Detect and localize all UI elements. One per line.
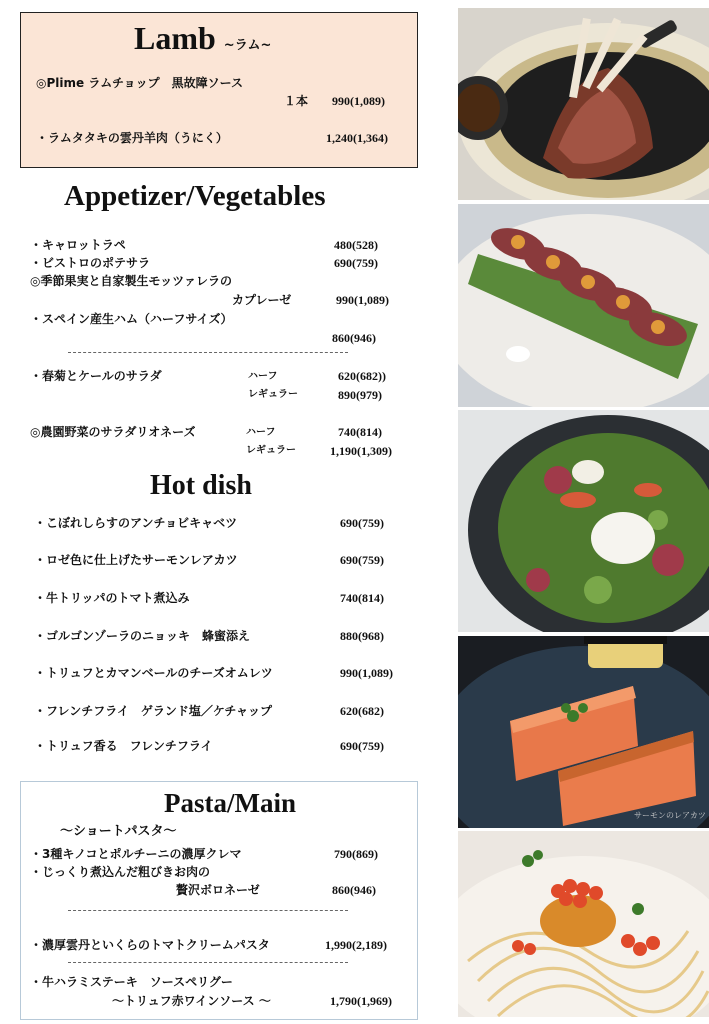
menu-item-price: 860(946) (332, 331, 376, 345)
menu-item-price: 1,240(1,364) (326, 131, 388, 145)
menu-item-price: 620(682) (340, 704, 384, 718)
divider (68, 962, 348, 963)
menu-item-price: 620(682)) (338, 369, 386, 383)
lamb-chop-photo (458, 8, 709, 200)
lamb-title: Lamb (134, 20, 216, 56)
menu-item-price: 880(968) (340, 629, 384, 643)
menu-item-farm-salad: ◎農園野菜のサラダリオネーズ (30, 425, 196, 439)
size-label: レギュラー (246, 445, 296, 456)
menu-item-hot: ・牛トリッパのトマト煮込み (34, 591, 190, 605)
menu-item-ham: ・スペイン産生ハム（ハーフサイズ） (30, 312, 233, 326)
menu-item-price: 1,790(1,969) (330, 994, 392, 1008)
menu-item-pasta: ・濃厚雲丹といくらのトマトクリームパスタ (30, 938, 270, 952)
size-label: レギュラー (248, 389, 298, 400)
menu-item-price: 990(1,089) (340, 666, 393, 680)
menu-item-carrot: ・キャロットラペ (30, 238, 126, 252)
menu-item-price: 990(1,089) (336, 293, 389, 307)
menu-item-lamb-chop: ◎Plime ラムチョップ 黒故障ソース (36, 76, 243, 90)
menu-item-price: 1,190(1,309) (330, 444, 392, 458)
menu-item-pasta: ・3種キノコとポルチーニの濃厚クレマ (30, 847, 242, 861)
menu-item-price: 860(946) (332, 883, 376, 897)
menu-item-hot: ・トリュフ香る フレンチフライ (34, 739, 213, 753)
menu-item-pasta-line2: 贅沢ボロネーゼ (176, 883, 260, 897)
menu-item-caprese: ◎季節果実と自家製生モッツァレラの (30, 274, 232, 288)
menu-item-price: 990(1,089) (332, 94, 385, 108)
size-label: ハーフ (248, 371, 278, 382)
farm-salad-photo (458, 410, 709, 632)
menu-item-hot: ・ロゼ色に仕上げたサーモンレアカツ (34, 553, 238, 567)
menu-item-unit: １本 (284, 94, 309, 108)
uni-ikura-pasta-photo (458, 831, 709, 1017)
menu-item-pasta: ・じっくり煮込んだ粗びきお肉の (30, 865, 211, 879)
hot-dish-title: Hot dish (150, 470, 252, 501)
menu-item-price: 740(814) (338, 425, 382, 439)
menu-item-hot: ・フレンチフライ ゲランド塩／ケチャップ (34, 704, 273, 718)
menu-item-hot: ・ゴルゴンゾーラのニョッキ 蜂蜜添え (34, 629, 251, 643)
menu-item-caprese-line2: カプレーゼ (232, 293, 292, 307)
salmon-katsu-photo (458, 636, 709, 828)
menu-item-kale-salad: ・春菊とケールのサラダ (30, 369, 162, 383)
menu-item-steak-line2: ～トリュフ赤ワインソース ～ (112, 994, 271, 1008)
menu-item-price: 690(759) (334, 256, 378, 270)
lamb-heading (134, 18, 271, 66)
menu-item-price: 690(759) (340, 739, 384, 753)
photo-caption: サーモンのレアカツ (634, 811, 706, 820)
menu-item-price: 890(979) (338, 388, 382, 402)
menu-item-lamb-tataki: ・ラムタタキの雲丹羊肉（うにく） (36, 131, 228, 145)
menu-item-price: 480(528) (334, 238, 378, 252)
lamb-subtitle: ~ラム~ (223, 38, 272, 53)
menu-item-potato-salad: ・ビストロのポテサラ (30, 256, 151, 270)
divider (68, 910, 348, 911)
menu-item-price: 790(869) (334, 847, 378, 861)
pasta-title: Pasta/Main (164, 788, 296, 818)
menu-item-steak: ・牛ハラミステーキ ソースペリグー (30, 975, 233, 989)
appetizer-title: Appetizer/Vegetables (64, 180, 326, 212)
menu-item-price: 690(759) (340, 516, 384, 530)
divider (68, 352, 348, 353)
menu-item-price: 1,990(2,189) (325, 938, 387, 952)
size-label: ハーフ (246, 427, 276, 438)
menu-item-price: 690(759) (340, 553, 384, 567)
lamb-tataki-photo (458, 204, 709, 407)
menu-item-hot: ・こぼれしらすのアンチョビキャベツ (34, 516, 238, 530)
pasta-subtitle: ～ショートパスタ～ (60, 824, 177, 839)
menu-item-hot: ・トリュフとカマンベールのチーズオムレツ (34, 666, 273, 680)
menu-item-price: 740(814) (340, 591, 384, 605)
